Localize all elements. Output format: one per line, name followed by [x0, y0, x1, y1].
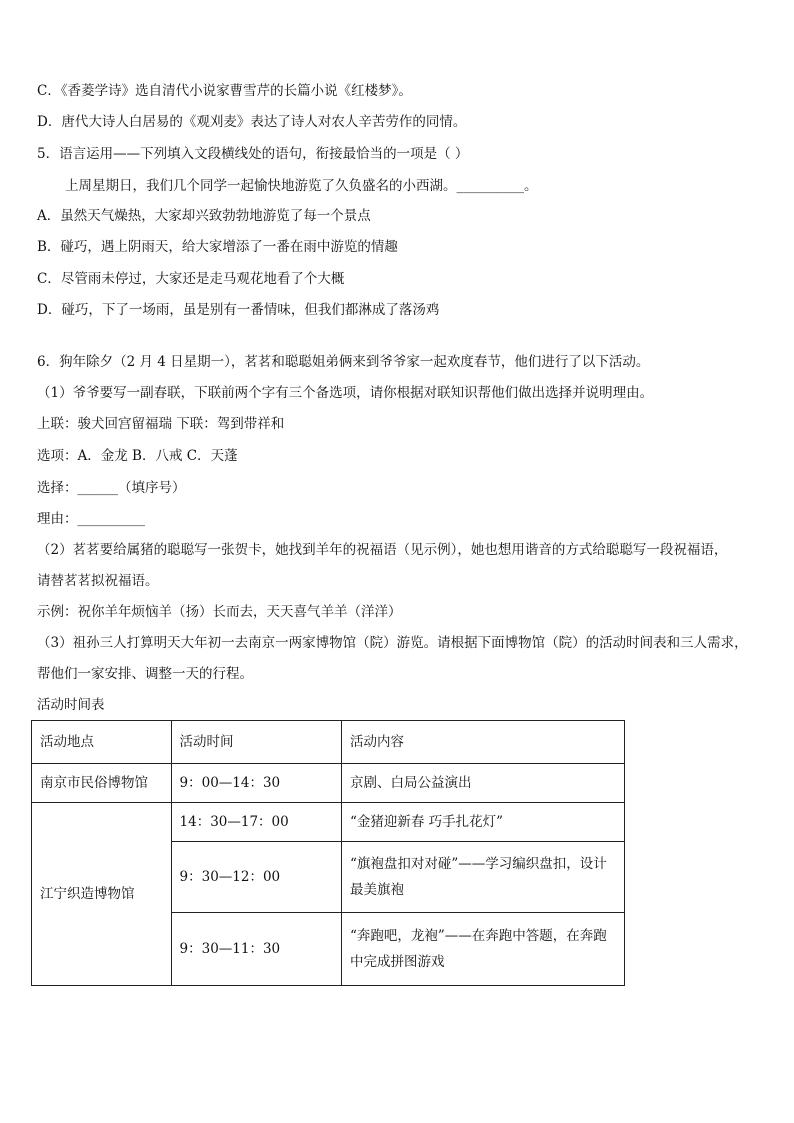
content-cell: “金猪迎新春 巧手扎花灯”: [341, 803, 624, 842]
option-c: C．《香菱学诗》选自清代小说家曹雪芹的长篇小说《红楼梦》。: [37, 83, 412, 99]
table-row: [32, 803, 625, 842]
couplet-options: 选项：A．金龙 B．八戒 C．天蓬: [37, 448, 238, 464]
question-5-option-c: C．尽管雨未停过，大家还是走马观花地看了个大概: [37, 271, 345, 287]
question-6-part-3-cont: 帮他们一家安排、调整一天的行程。: [37, 666, 253, 682]
place-cell: 江宁织造博物馆: [32, 803, 172, 986]
content-cell: “旗袍盘扣对对碰”——学习编织盘扣，设计最美旗袍: [341, 842, 624, 913]
question-6-part-1: （1）爷爷要写一副春联，下联前两个字有三个备选项，请你根据对联知识帮他们做出选择并说明理由。: [37, 385, 654, 401]
table-header-cell: 活动时间: [171, 721, 341, 764]
table-header-row: [32, 721, 625, 764]
table-header-cell: 活动地点: [32, 721, 172, 764]
question-6-part-2-cont: 请替茗茗拟祝福语。: [37, 573, 159, 589]
question-6-part-3: （3）祖孙三人打算明天大年初一去南京一两家博物馆（院）游览。请根据下面博物馆（院）的活动时间表和三人需求，: [37, 635, 748, 651]
question-6: 6．狗年除夕（2 月 4 日星期一），茗茗和聪聪姐弟俩来到爷爷家一起欢度春节，他们进行了以下活动。: [37, 354, 650, 370]
content-cell: 京剧、白局公益演出: [341, 764, 624, 803]
time-cell: 9：30—11：30: [171, 913, 341, 986]
time-cell: 9：00—14：30: [171, 764, 341, 803]
question-6-part-2: （2）茗茗要给属猪的聪聪写一张贺卡，她找到羊年的祝福语（见示例），她也想用谐音的方式给聪聪写一段祝福语，: [37, 542, 728, 558]
choice-blank: 选择：______（填序号）: [37, 480, 186, 496]
time-cell: 9：30—12：00: [171, 842, 341, 913]
place-cell: 南京市民俗博物馆: [32, 764, 172, 803]
table-row: [32, 764, 625, 803]
time-cell: 14：30—17：00: [171, 803, 341, 842]
question-5-passage: 上周星期日，我们几个同学一起愉快地游览了久负盛名的小西湖。__________。: [65, 178, 538, 194]
option-d: D．唐代大诗人白居易的《观刈麦》表达了诗人对农人辛苦劳作的同情。: [37, 114, 467, 130]
question-5-option-d: D．碰巧，下了一场雨，虽是别有一番情味，但我们都淋成了落汤鸡: [37, 302, 440, 318]
table-header-cell: 活动内容: [341, 721, 624, 764]
table-title: 活动时间表: [37, 697, 105, 713]
content-cell: “奔跑吧，龙袍”——在奔跑中答题，在奔跑中完成拼图游戏: [341, 913, 624, 986]
question-5: 5．语言运用——下列填入文段横线处的语句，衔接最恰当的一项是（ ）: [37, 146, 469, 162]
reason-blank: 理由：__________: [37, 511, 145, 527]
activity-schedule-table: [31, 720, 625, 986]
couplet-lines: 上联：骏犬回宫留福瑞 下联：驾到带祥和: [37, 416, 285, 432]
question-5-option-b: B．碰巧，遇上阴雨天，给大家增添了一番在雨中游览的情趣: [37, 239, 398, 255]
greeting-example: 示例：祝你羊年烦恼羊（扬）长而去，天天喜气羊羊（洋洋）: [37, 604, 402, 620]
question-5-option-a: A．虽然天气燥热，大家却兴致勃勃地游览了每一个景点: [37, 208, 371, 224]
